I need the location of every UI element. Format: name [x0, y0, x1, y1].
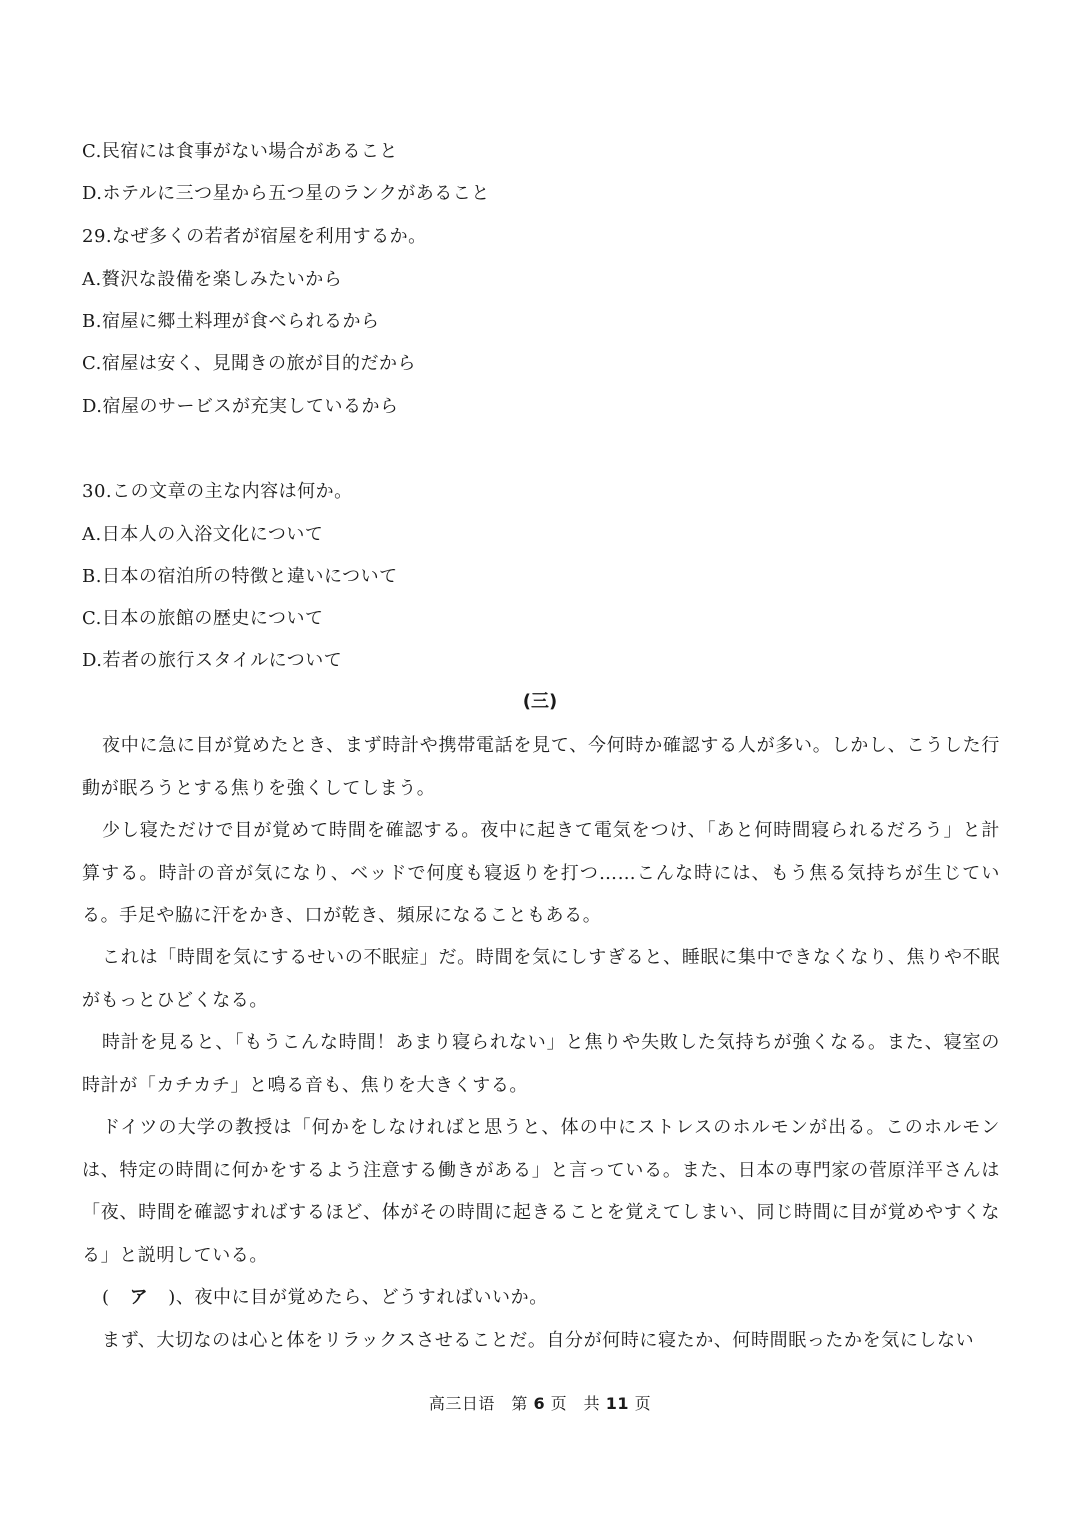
q30-option-d: D.若者の旅行スタイルについて	[82, 650, 343, 671]
q28-option-c: C.民宿には食事がない場合があること	[82, 141, 398, 162]
footer-total-pages: 11	[605, 1394, 630, 1413]
q29-question: 29.なぜ多くの若者が宿屋を利用するか。	[82, 226, 427, 247]
footer-mid: 页 共	[550, 1394, 601, 1413]
page-footer	[0, 1393, 1080, 1415]
q30-question: 30.この文章の主な内容は何か。	[82, 481, 353, 502]
passage-paragraph-7: まず、大切なのは心と体をリラックスさせることだ。自分が何時に寝たか、何時間眠ったかを気にしない	[102, 1330, 975, 1351]
footer-page-number: 6	[533, 1394, 546, 1413]
passage-paragraph-6	[82, 1277, 1000, 1320]
passage-paragraph-4: 時計を見ると、「もうこんな時間！あまり寝られない」と焦りや失敗した気持ちが強くなる。また、寝室の時計が「カチカチ」と鳴る音も、焦りを大きくする。	[82, 1032, 1000, 1096]
q29-option-b: B.宿屋に郷土料理が食べられるから	[82, 311, 380, 332]
q30-option-a: A.日本人の入浴文化について	[82, 524, 324, 545]
passage-paragraph-2: 少し寝ただけで目が覚めて時間を確認する。夜中に起きて電気をつけ、「あと何時間寝られるだろう」と計算する。時計の音が気になり、ベッドで何度も寝返りを打つ……こんな時には、もう焦る気持ちが生じている。手足や脇に汗をかき、口が乾き、頻尿になることもある。	[82, 820, 1000, 926]
q28-option-d: D.ホテルに三つ星から五つ星のランクがあること	[82, 183, 490, 204]
section-title: (三)	[522, 691, 558, 712]
q29-option-c: C.宿屋は安く、見聞きの旅が目的だから	[82, 353, 416, 374]
footer-prefix: 高三日语 第	[428, 1394, 528, 1413]
footer-suffix: 页	[634, 1394, 652, 1413]
passage-paragraph-5: ドイツの大学の教授は「何かをしなければと思うと、体の中にストレスのホルモンが出る。このホルモンは、特定の時間に何かをするよう注意する働きがある」と言っている。また、日本の専門家の菅原洋平さんは「夜、時間を確認すればするほど、体がその時間に起きることを覚えてしまい、同じ時間に目が覚めやすくなる」と説明している。	[82, 1117, 1000, 1266]
blank-mark-a: ア	[129, 1287, 149, 1308]
q30-option-b: B.日本の宿泊所の特徴と違いについて	[82, 566, 398, 587]
passage-paragraph-1: 夜中に急に目が覚めたとき、まず時計や携帯電話を見て、今何時か確認する人が多い。しかし、こうした行動が眠ろうとする焦りを強くしてしまう。	[82, 735, 1000, 799]
paragraph-6-text: )、夜中に目が覚めたら、どうすればいいか。	[168, 1287, 548, 1308]
q30-option-c: C.日本の旅館の歴史について	[82, 608, 324, 629]
q29-option-d: D.宿屋のサービスが充実しているから	[82, 396, 399, 417]
q29-option-a: A.贅沢な設備を楽しみたいから	[82, 269, 343, 290]
blank-open-paren: (	[102, 1287, 110, 1308]
passage-paragraph-3: これは「時間を気にするせいの不眠症」だ。時間を気にしすぎると、睡眠に集中できなくなり、焦りや不眠がもっとひどくなる。	[82, 947, 1000, 1011]
